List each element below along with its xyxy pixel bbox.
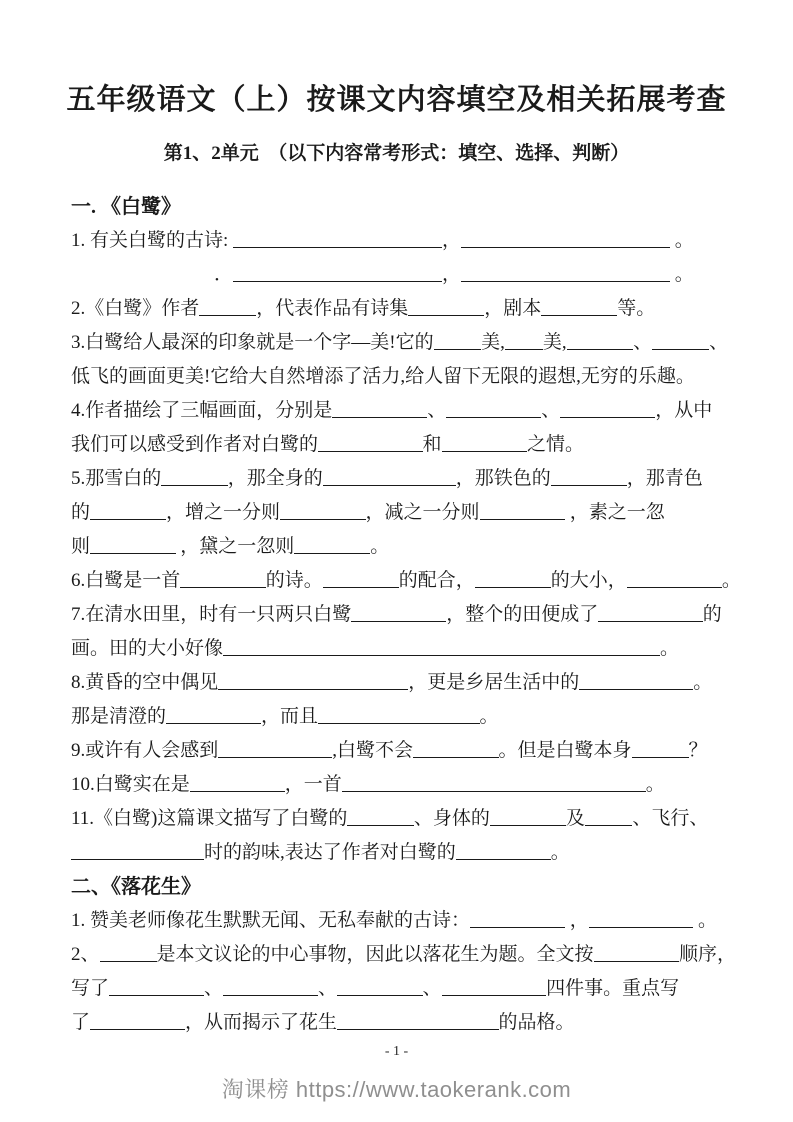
fill-in-blank (218, 671, 408, 690)
question-line: 写了 、 、 、 四件事。重点写 (71, 978, 680, 999)
question-line: 6.白鹭是一首 的诗。 的配合， 的大小， 。 (71, 570, 741, 591)
question-line: 那是清澄的 ，而且 。 (71, 706, 499, 727)
fill-in-blank (218, 739, 332, 758)
fill-in-blank (90, 1011, 185, 1030)
fill-in-blank (461, 229, 670, 248)
fill-in-blank (541, 297, 617, 316)
fill-in-blank (585, 807, 633, 826)
section-heading: 二、《落花生》 (71, 876, 201, 898)
fill-in-blank (318, 705, 480, 724)
fill-in-blank (332, 399, 427, 418)
fill-in-blank (190, 773, 285, 792)
fill-in-blank (434, 331, 482, 350)
fill-in-blank (579, 671, 693, 690)
question-line: ． ， 。 (214, 264, 694, 285)
fill-in-blank (90, 535, 176, 554)
fill-in-blank (446, 399, 541, 418)
fill-in-blank (627, 569, 722, 588)
fill-in-blank (594, 943, 680, 962)
fill-in-blank (223, 637, 660, 656)
fill-in-blank (318, 433, 423, 452)
page-subtitle: 第1、2单元 （以下内容常考形式：填空、选择、判断） (163, 143, 630, 164)
fill-in-blank (551, 467, 627, 486)
page-title: 五年级语文（上）按课文内容填空及相关拓展考查 (66, 84, 727, 116)
fill-in-blank (100, 943, 157, 962)
fill-in-blank (199, 297, 256, 316)
fill-in-blank (342, 773, 646, 792)
question-line: 2、 是本文议论的中心事物，因此以落花生为题。全文按 顺序， (71, 944, 737, 965)
question-line: 则 ，黛之一忽则 。 (71, 536, 390, 557)
question-line: 8.黄昏的空中偶见 ，更是乡居生活中的 。 (71, 672, 713, 693)
fill-in-blank (652, 331, 709, 350)
fill-in-blank (180, 569, 266, 588)
fill-in-blank (560, 399, 655, 418)
question-line: 低飞的画面更美!它给大自然增添了活力,给人留下无限的遐想,无穷的乐趣。 (71, 366, 695, 387)
fill-in-blank (233, 263, 442, 282)
fill-in-blank (461, 263, 670, 282)
fill-in-blank (223, 977, 318, 996)
fill-in-blank (71, 841, 204, 860)
fill-in-blank (505, 331, 543, 350)
question-line: 我们可以感受到作者对白鹭的 和 之情。 (71, 434, 585, 455)
fill-in-blank (598, 603, 703, 622)
fill-in-blank (480, 501, 566, 520)
fill-in-blank (109, 977, 204, 996)
fill-in-blank (632, 739, 689, 758)
fill-in-blank (294, 535, 370, 554)
fill-in-blank (323, 467, 456, 486)
question-line: 1. 赞美老师像花生默默无闻、无私奉献的古诗： ， 。 (71, 910, 718, 931)
fill-in-blank (413, 739, 499, 758)
question-line: 2.《白鹭》作者 ，代表作品有诗集 ，剧本 等。 (71, 298, 656, 319)
fill-in-blank (408, 297, 484, 316)
question-line: 7.在清水田里，时有一只两只白鹭 ，整个的田便成了 的 (71, 604, 722, 625)
question-line: 3.白鹭给人最深的印象就是一个字—美!它的 美, 美, 、 、 (71, 332, 729, 353)
fill-in-blank (337, 977, 423, 996)
question-line: 11.《白鹭)这篇课文描写了白鹭的 、身体的 及 、飞行、 (71, 808, 709, 829)
fill-in-blank (90, 501, 166, 520)
question-line: 1. 有关白鹭的古诗: ， 。 (71, 230, 694, 251)
fill-in-blank (456, 841, 551, 860)
document-body (0, 190, 793, 1040)
question-line: 9.或许有人会感到 ,白鹭不会 。但是白鹭本身 ？ (71, 740, 708, 761)
fill-in-blank (347, 807, 414, 826)
fill-in-blank (280, 501, 366, 520)
site-footer-link: 淘课榜 https://www.taokerank.com (221, 1077, 572, 1102)
fill-in-blank (490, 807, 566, 826)
question-line: 的 ，增之一分则 ，减之一分则 ，素之一忽 (71, 502, 665, 523)
question-line: 了 ，从而揭示了花生 的品格。 (71, 1012, 575, 1033)
fill-in-blank (442, 433, 528, 452)
question-line: 画。田的大小好像 。 (71, 638, 680, 659)
fill-in-blank (567, 331, 634, 350)
fill-in-blank (323, 569, 399, 588)
fill-in-blank (233, 229, 442, 248)
page-number: - 1 - (384, 1044, 409, 1059)
fill-in-blank (470, 909, 565, 928)
fill-in-blank (161, 467, 228, 486)
fill-in-blank (475, 569, 551, 588)
fill-in-blank (337, 1011, 499, 1030)
fill-in-blank (442, 977, 547, 996)
question-line: 10.白鹭实在是 ，一首 。 (71, 774, 665, 795)
question-line: 4.作者描绘了三幅画面，分别是 、 、 ，从中 (71, 400, 713, 421)
section-heading: 一. 《白鹭》 (71, 196, 181, 218)
question-line: 时的韵味,表达了作者对白鹭的 。 (71, 836, 773, 870)
fill-in-blank (166, 705, 261, 724)
question-line: 5.那雪白的 ，那全身的 ，那铁色的 ，那青色 (71, 468, 703, 489)
fill-in-blank (589, 909, 694, 928)
fill-in-blank (351, 603, 446, 622)
